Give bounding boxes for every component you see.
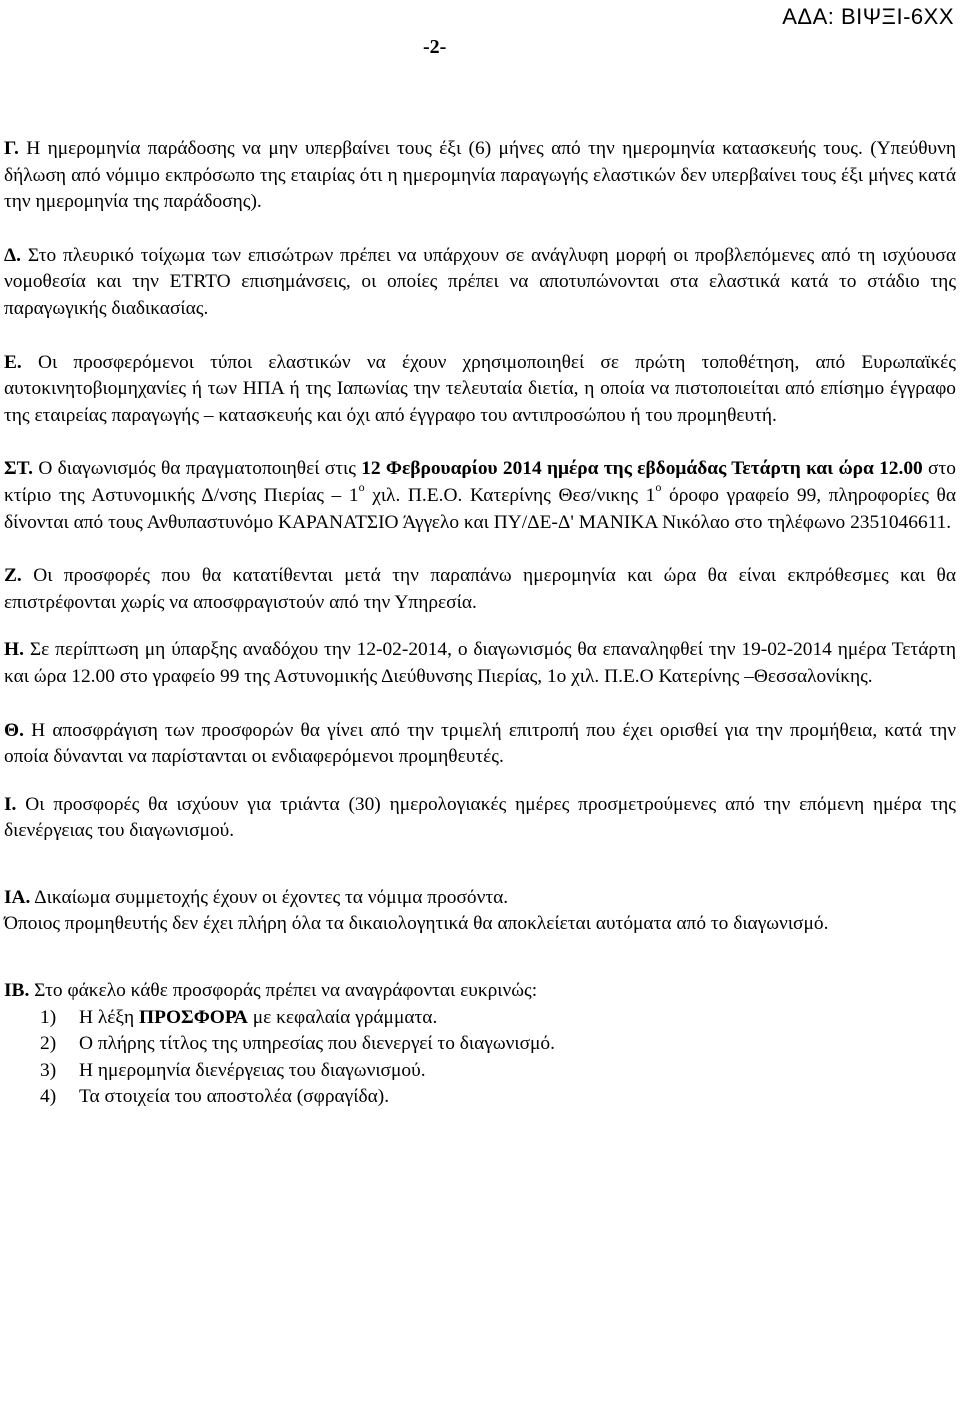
paragraph-text: Οι προσφορές που θα κατατίθενται μετά την παραπάνω ημερομηνία και ώρα θα είναι εκπρόθεσμες και θα επιστρέφονται χωρίς να αποσφραγιστούν από την Υπηρεσία. — [4, 565, 956, 613]
paragraph-z — [4, 563, 956, 616]
page-number: -2- — [423, 36, 447, 58]
paragraph-text: Ο διαγωνισμός θα πραγματοποιηθεί στις — [33, 458, 362, 480]
paragraph-label: Γ. — [4, 138, 19, 159]
paragraph-th — [4, 718, 956, 771]
list-item-number: 4) — [40, 1086, 57, 1108]
paragraph-text: Σε περίπτωση μη ύπαρξης αναδόχου την 12-02-2014, ο διαγωνισμός θα επαναληφθεί την 19-02-2014 ημέρα Τετάρτη και ώρα 12.00 στο γραφείο 99 της Αστυνομικής Διεύθυνσης Πιερίας, 1ο χιλ. Π.Ε.Ο Κατερίνης –Θεσσαλονίκης. — [4, 639, 956, 687]
paragraph-text: Η ημερομηνία παράδοσης να μην υπερβαίνει τους έξι (6) μήνες από την ημερομηνία κατασκευής τους. (Υπεύθυνη δήλωση από νόμιμο εκπρόσωπο της εταιρίας ότι η ημερομηνία παραγωγής ελαστικών δεν υπερβαίνει τους έξι μήνες κατά την ημερομηνία της παράδοσης). — [4, 138, 956, 213]
paragraph-text: Στο φάκελο κάθε προσφοράς πρέπει να αναγράφονται ευκρινώς: — [29, 980, 538, 1002]
date-time-bold: 12 Φεβρουαρίου 2014 ημέρα της εβδομάδας Τετάρτη και ώρα 12.00 — [361, 458, 923, 480]
paragraph-label: Ι. — [4, 793, 17, 815]
list-item-text: Ο πλήρης τίτλος της υπηρεσίας που διενεργεί το διαγωνισμό. — [79, 1033, 555, 1055]
paragraph-st — [4, 456, 956, 536]
envelope-requirements-list — [0, 1005, 960, 1111]
paragraph-d — [4, 243, 956, 323]
list-item — [40, 1058, 960, 1085]
paragraph-text: Δικαίωμα συμμετοχής έχουν οι έχοντες τα νόμιμα προσόντα. — [30, 886, 509, 908]
list-item-number: 3) — [40, 1059, 57, 1081]
list-item-bold: ΠΡΟΣΦΟΡΑ — [139, 1006, 248, 1028]
paragraph-text: όροφο γραφείο 99, πληροφορίες θα δίνονται από τους Ανθυπαστυνόμο ΚΑΡΑΝΑΤΣΙΟ Άγγελο και ΠΥ/ΔΕ-Δ' ΜΑΝΙΚΑ Νικόλαο στο τηλέφωνο 2351046611. — [4, 484, 956, 533]
document-body — [0, 136, 960, 1111]
ada-code: ΑΔΑ: ΒΙΨΞΙ-6ΧΧ — [782, 4, 954, 29]
list-item — [40, 1005, 960, 1032]
paragraph-label: ΙΒ. — [4, 980, 30, 1002]
list-item — [40, 1084, 960, 1111]
list-item-number: 1) — [40, 1006, 57, 1028]
list-item — [40, 1031, 960, 1058]
paragraph-ib — [4, 978, 956, 1005]
paragraph-label: Ζ. — [4, 565, 22, 587]
superscript: ο — [358, 480, 365, 495]
list-item-number: 2) — [40, 1033, 57, 1055]
paragraph-label: Θ. — [4, 719, 24, 741]
list-item-text: Η λέξη — [79, 1006, 140, 1028]
paragraph-i — [4, 792, 956, 845]
paragraph-text: Οι προσφορές θα ισχύουν για τριάντα (30) ημερολογιακές ημέρες προσμετρούμενες από την επόμενη ημέρα της διενέργειας του διαγωνισμού. — [4, 793, 956, 842]
paragraph-label: Δ. — [4, 244, 22, 266]
paragraph-text: στο κτίριο της Αστυνομικής Δ/νσης Πιερίας – 1 — [4, 458, 956, 506]
paragraph-ia — [4, 885, 956, 912]
paragraph-text: Οι προσφερόμενοι τύποι ελαστικών να έχουν χρησιμοποιηθεί σε πρώτη τοποθέτηση, από Ευρωπαϊκές αυτοκινητοβιομηχανίες ή των ΗΠΑ ή της Ιαπωνίας την τελευταία διετία, η οποία να πιστοποιείται από επίσημο έγγραφο της εταιρείας παραγωγής – κατασκευής και όχι από έγγραφο του αντιπροσώπου ή του προμηθευτή. — [4, 351, 956, 426]
paragraph-label: Ε. — [4, 351, 22, 373]
paragraph-text: Όποιος προμηθευτής δεν έχει πλήρη όλα τα δικαιολογητικά θα αποκλείεται αυτόματα από το διαγωνισμό. — [4, 913, 829, 935]
paragraph-h — [4, 637, 956, 690]
list-item-text: με κεφαλαία γράμματα. — [247, 1006, 438, 1028]
list-item-text: Η ημερομηνία διενέργειας του διαγωνισμού. — [79, 1059, 426, 1081]
paragraph-text: Η αποσφράγιση των προσφορών θα γίνει από την τριμελή επιτροπή που έχει ορισθεί για την προμήθεια, κατά την οποία δύνανται να παρίστανται οι ενδιαφερόμενοι προμηθευτές. — [4, 719, 956, 768]
paragraph-g — [4, 136, 956, 216]
paragraph-label: ΙΑ. — [4, 886, 31, 908]
paragraph-label: ΣΤ. — [4, 458, 34, 480]
superscript: ο — [655, 480, 662, 495]
paragraph-e — [4, 350, 956, 430]
paragraph-label: Η. — [4, 639, 24, 661]
paragraph-ia-continued — [4, 911, 956, 938]
paragraph-text: χιλ. Π.Ε.Ο. Κατερίνης Θεσ/νικης 1 — [364, 484, 656, 506]
paragraph-text: Στο πλευρικό τοίχωμα των επισώτρων πρέπει να υπάρχουν σε ανάγλυφη μορφή οι προβλεπόμενες από τη ισχύουσα νομοθεσία και την ETRTO επισημάνσεις, οι οποίες πρέπει να αποτυπώνονται στα ελαστικά κατά το στάδιο της παραγωγικής διαδικασίας. — [4, 244, 956, 319]
list-item-text: Τα στοιχεία του αποστολέα (σφραγίδα). — [79, 1086, 390, 1108]
